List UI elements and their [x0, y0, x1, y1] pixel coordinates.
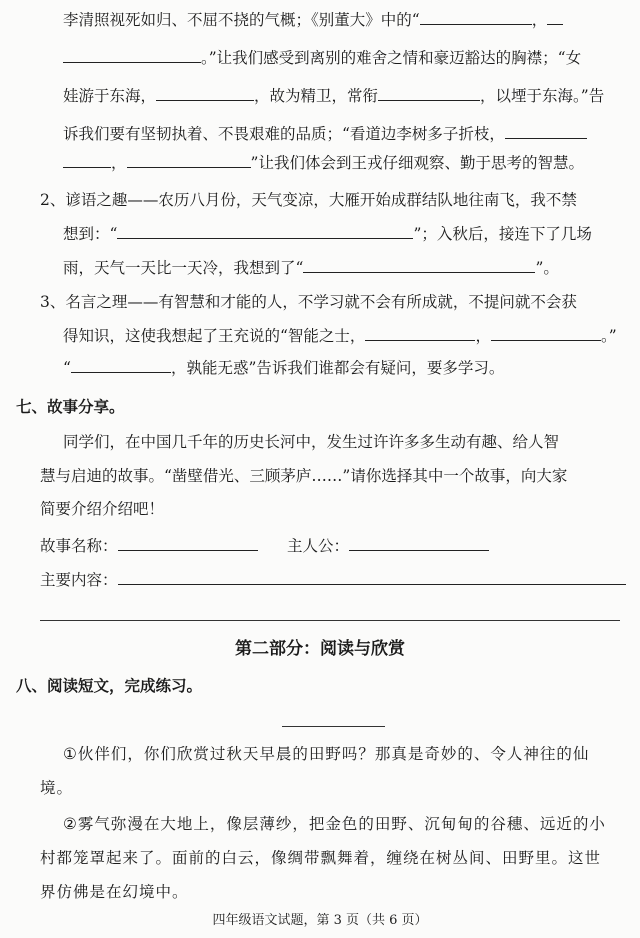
story-name-field[interactable] [118, 534, 258, 551]
item-2-line-2 [63, 222, 592, 246]
passage-paragraph-1: 境。 [40, 779, 74, 797]
blank[interactable] [378, 84, 480, 101]
blank[interactable] [71, 356, 171, 373]
blank[interactable] [156, 84, 254, 101]
text: “ [63, 359, 71, 377]
text: 雨，天气一天比一天冷，我想到了“ [63, 259, 304, 277]
text: 李清照视死如归、不屈不挠的气概；《别董大》中的“ [63, 11, 420, 29]
text: 想到：“ [63, 225, 118, 243]
text: ，故为精卫，常衔 [254, 87, 379, 105]
passage-paragraph-2: 界仿佛是在幻境中。 [40, 883, 189, 901]
paragraph-line: 慧与启迪的故事。“凿壁借光、三顾茅庐……”请你选择其中一个故事，向大家 [40, 467, 568, 485]
line-2 [63, 46, 581, 70]
blank[interactable] [63, 46, 201, 63]
blank[interactable] [127, 151, 251, 168]
item-2-line-1: 2、谚语之趣——农历八月份，天气变凉，大雁开始成群结队地往南飞，我不禁 [40, 191, 577, 209]
blank[interactable] [491, 324, 601, 341]
story-name-row [40, 534, 258, 558]
content-field-line-2[interactable] [40, 620, 620, 621]
text: ”；入秋后，接连下了几场 [413, 225, 592, 243]
blank[interactable] [117, 222, 413, 239]
text: ， [111, 154, 127, 172]
line-4 [63, 122, 587, 146]
text: ，孰能无惑”告诉我们谁都会有疑问，要多学习。 [170, 359, 505, 377]
passage-paragraph-2: ②雾气弥漫在大地上，像层薄纱，把金色的田野、沉甸甸的谷穗、远近的小 [63, 815, 606, 833]
passage-title-blank[interactable] [282, 726, 385, 727]
line-3 [63, 84, 604, 108]
content-label: 主要内容： [40, 571, 118, 589]
section-7-heading: 七、故事分享。 [16, 397, 125, 416]
blank[interactable] [365, 324, 475, 341]
text: 娃游于东海， [63, 87, 157, 105]
paragraph-line: 同学们，在中国几千年的历史长河中，发生过许许多多生动有趣、给人智 [63, 433, 560, 451]
text: ，以堙于东海。”告 [480, 87, 605, 105]
content-row [40, 568, 626, 592]
text: ， [531, 11, 548, 29]
page-footer: 四年级语文试题，第 3 页（共 6 页） [212, 913, 428, 928]
content-field[interactable] [118, 568, 626, 585]
item-3-line-2 [63, 324, 617, 348]
protagonist-row [287, 534, 489, 558]
text: ， [475, 327, 491, 345]
story-name-label: 故事名称： [40, 537, 118, 555]
protagonist-label: 主人公： [287, 537, 350, 555]
item-3-line-1: 3、名言之理——有智慧和才能的人，不学习就不会有所成就，不提问就不会获 [40, 293, 577, 311]
blank[interactable] [303, 256, 535, 273]
text: 。”让我们感受到离别的难舍之情和豪迈豁达的胸襟；“女 [201, 49, 582, 67]
text: ”。 [535, 259, 559, 277]
line-1 [63, 8, 563, 32]
item-3-line-3 [63, 356, 504, 380]
part-2-title: 第二部分：阅读与欣赏 [235, 639, 405, 659]
protagonist-field[interactable] [349, 534, 489, 551]
blank[interactable] [63, 151, 111, 168]
text: 。” [600, 327, 617, 345]
item-2-line-3 [63, 256, 559, 280]
blank[interactable] [505, 122, 587, 139]
section-8-heading: 八、阅读短文，完成练习。 [16, 676, 203, 695]
blank[interactable] [420, 8, 532, 25]
text: 得知识，这使我想起了王充说的“智能之士， [63, 327, 366, 345]
passage-paragraph-1: ①伙伴们，你们欣赏过秋天早晨的田野吗？那真是奇妙的、令人神往的仙 [63, 745, 590, 763]
paragraph-line: 简要介绍介绍吧！ [40, 500, 165, 518]
blank[interactable] [547, 8, 563, 25]
passage-paragraph-2: 村都笼罩起来了。面前的白云，像绸带飘舞着，缠绕在树丛间、田野里。这世 [40, 849, 602, 867]
text: 诉我们要有坚韧执着、不畏艰难的品质；“看道边李树多子折枝， [63, 125, 505, 143]
line-5 [63, 151, 584, 175]
text: ”让我们体会到王戎仔细观察、勤于思考的智慧。 [250, 154, 584, 172]
